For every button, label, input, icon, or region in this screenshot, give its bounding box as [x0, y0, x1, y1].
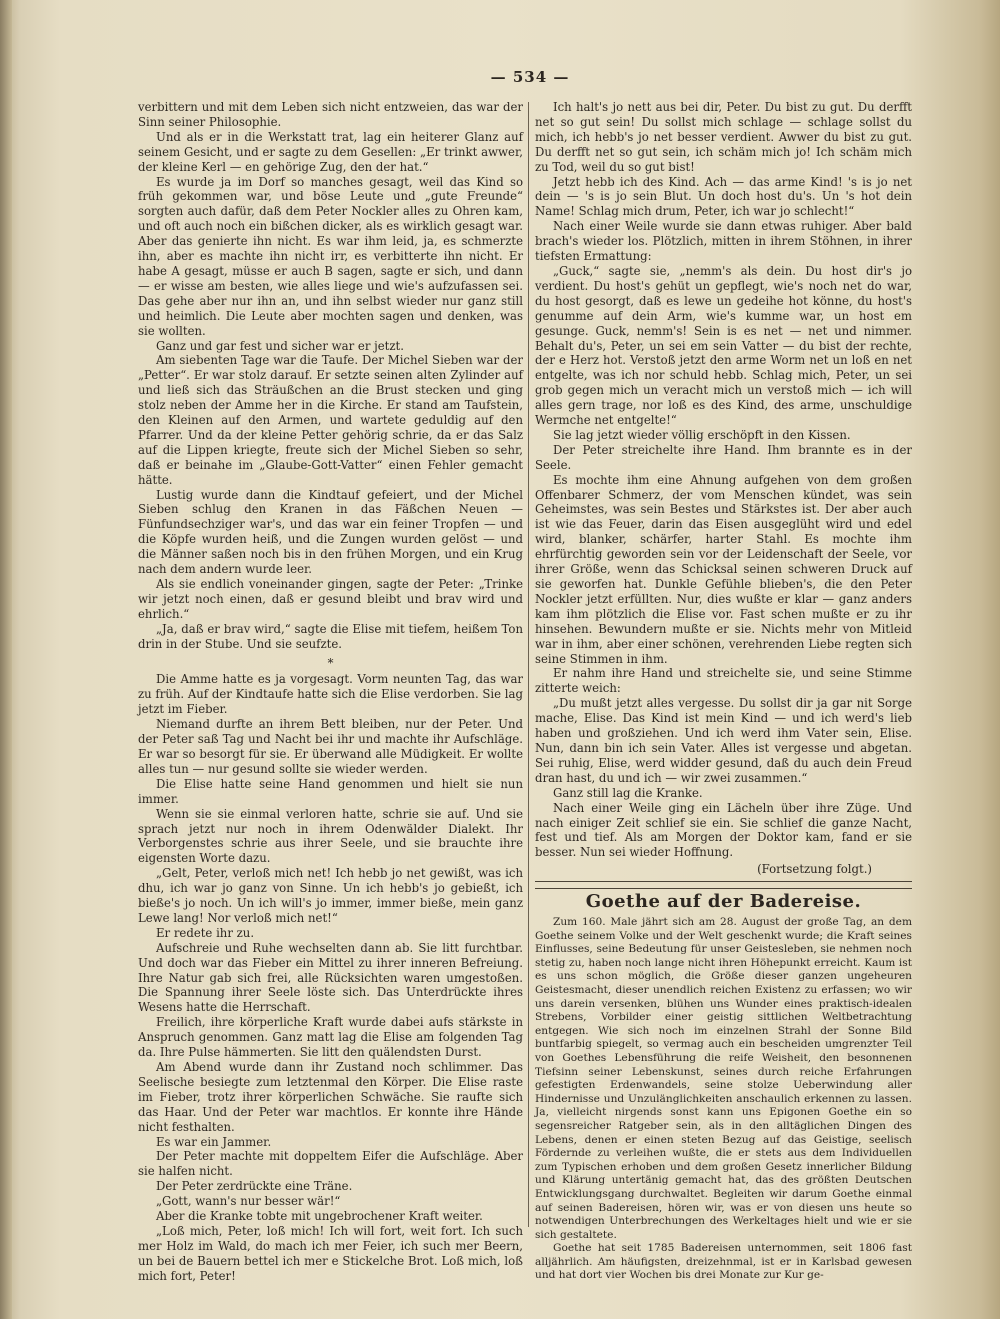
paragraph: Lustig wurde dann die Kindtauf gefeiert, und der Michel Sieben schlug den Kranen in das Fäßchen Neuen — Fünfundsechziger war's, und das war ein feiner Tropfen — und die Köpfe wurden heiß, und die Zungen wurden gelöst — und die Männer saßen noch bis in den frühen Morgen, und ein Krug nach dem andern wurde leer.	[138, 487, 523, 577]
paragraph: Die Amme hatte es ja vorgesagt. Vorm neunten Tag, das war zu früh. Auf der Kindtaufe hatte sich die Elise verdorben. Sie lag jetzt im Fieber.	[138, 672, 523, 717]
paragraph: Es war ein Jammer.	[156, 1134, 272, 1149]
paragraph: Freilich, ihre körperliche Kraft wurde dabei aufs stärkste in Anspruch genommen. Ganz matt lag die Elise am folgenden Tag da. Ihre Pulse hämmerten. Sie litt den quälendsten Durst.	[138, 1015, 523, 1060]
paragraph: Niemand durfte an ihrem Bett bleiben, nur der Peter. Und der Peter saß Tag und Nacht bei ihr und machte ihr Aufschläge. Er war so besorgt für sie. Er überwand alle Müdigkeit. Er wollte alles tun — nur gesund sollte sie wieder werden.	[138, 717, 523, 776]
paragraph: Jetzt hebb ich des Kind. Ach — das arme Kind! 's is jo net dein — 's is jo sein Blut. Un doch host du's. Un 's hot dein Name! Schlag mich drum, Peter, ich war jo schlecht!“	[535, 174, 912, 219]
paragraph: Der Peter streichelte ihre Hand. Ihm brannte es in der Seele.	[535, 442, 912, 472]
paragraph: „Du mußt jetzt alles vergesse. Du sollst dir ja gar nit Sorge mache, Elise. Das Kind ist mein Kind — und ich werd's lieb haben und großziehen. Und ich werd ihm Vater sein, Elise. Nun, dann bin ich sein Vater. Alles ist vergesse und abgetan. Sei ruhig, Elise, werd widder gesund, daß du auch dein Freud dran hast, du und ich — wir zwei zusammen.“	[535, 696, 912, 785]
article-rule	[535, 881, 912, 882]
paragraph: Am siebenten Tage war die Taufe. Der Michel Sieben war der „Petter“. Er war stolz darauf. Er setzte seinen alten Zylinder auf und ließ sich das Sträußchen an die Brust stecken und ging stolz neben der Amme her in die Kirche. Er stand am Taufstein, den Kleinen auf den Armen, und wartete geduldig auf den Pfarrer. Und da der kleine Petter gehörig schrie, da er das Salz auf die Lippen kriegte, freute sich der Michel Sieben so sehr, daß er beinahe im „Glaube-Gott-Vatter“ einen Fehler gemacht hätte.	[138, 353, 523, 487]
page-binding-edge	[0, 0, 12, 1319]
left-column	[138, 100, 523, 1284]
paragraph: Aufschreie und Ruhe wechselten dann ab. Sie litt furchtbar. Und doch war das Fieber ein Mittel zu ihrer inneren Befreiung. Ihre Natur gab sich frei, alle Rücksichten waren umgestoßen. Die Spannung ihrer Seele löste sich. Das Unterdrückte ihres Wesens hatte die Herrschaft.	[138, 940, 523, 1015]
paragraph: Nach einer Weile wurde sie dann etwas ruhiger. Aber bald brach's wieder los. Plötzlich, mitten in ihrem Stöhnen, in ihrer tiefsten Ermattung:	[535, 219, 912, 264]
paragraph: Wenn sie sie einmal verloren hatte, schrie sie auf. Und sie sprach jetzt nur noch in ihrem Odenwälder Dialekt. Ihr Verborgenstes schrie aus ihrer Seele, und sie brauchte ihre eigensten Worte dazu.	[138, 806, 523, 866]
paragraph: Der Peter zerdrückte eine Träne.	[156, 1179, 353, 1194]
paragraph: Die Elise hatte seine Hand genommen und hielt sie nun immer.	[138, 776, 523, 806]
paragraph: verbittern und mit dem Leben sich nicht entzweien, das war der Sinn seiner Philosophie.	[138, 100, 523, 129]
paragraph: Als sie endlich voneinander gingen, sagte der Peter: „Trinke wir jetzt noch einen, daß er gesund bleibt und brav wird und ehrlich.“	[138, 577, 523, 621]
paragraph: Er redete ihr zu.	[156, 925, 255, 940]
paragraph: Nach einer Weile ging ein Lächeln über ihre Züge. Und nach einiger Zeit schlief sie ein. Sie schlief die ganze Nacht, fest und tief. Als am Morgen der Doktor kam, fand er sie besser. Nun sei wieder Hoffnung.	[535, 800, 912, 860]
column-divider	[528, 102, 529, 1227]
paragraph: Der Peter machte mit doppeltem Eifer die Aufschläge. Aber sie halfen nicht.	[138, 1149, 523, 1179]
paragraph: „Gott, wann's nur besser wär!“	[156, 1194, 341, 1209]
paragraph: Ganz still lag die Kranke.	[553, 785, 703, 800]
paragraph: Er nahm ihre Hand und streichelte sie, und seine Stimme zitterte weich:	[535, 666, 912, 696]
right-column	[535, 100, 912, 1283]
paragraph: „Guck,“ sagte sie, „nemm's als dein. Du host dir's jo verdient. Du host's gehüt un gepflegt, wie's noch net do war, du host gesorgt, daß es lewe un gedeihe hot könne, du host's genumme auf dein Arm, wie's kumme war, un host em gesunge. Guck, nemm's! Sein is es net — net und nimmer. Behalt du's, Peter, un sei em sein Vatter — du bist der rechte, der e Herz hot. Verstoß jetzt den arme Worm net un loß en net entgelte, was ich nor schuld hebb. Schlag mich, Peter, un sei grob gegen mich un veracht mich un verstoß mich — ich will alles gern trage, nor loß es des Kind, des arme, unschuldige Wermche net entgelte!“	[535, 263, 912, 428]
paragraph: Es mochte ihm eine Ahnung aufgehen von dem großen Offenbarer Schmerz, der vom Menschen kündet, was sein Geheimstes, was sein Bestes und Stärkstes ist. Der aber auch ist wie das Feuer, darin das Eisen ausgeglüht wird und edel wird, blanker, schärfer, harter Stahl. Es mochte ihm ehrfürchtig geworden sein vor der Leidenschaft der Seele, vor ihrer Größe, wenn das Schicksal seinen schweren Druck auf sie geworfen hat. Dunkle Gefühle blieben's, die den Peter Nockler jetzt erfüllten. Nur, dies wußte er klar — ganz anders kam ihm plötzlich die Elise vor. Fast schen mußte er zu ihr hinsehen. Bewundern mußte er sie. Nichts mehr von Mitleid war in ihm, aber einer schönen, verehrenden Liebe regten sich seine Stimmen in ihm.	[535, 472, 912, 666]
page-number: — 534 —	[490, 68, 570, 86]
paragraph: „Ja, daß er brav wird,“ sagte die Elise mit tiefem, heißem Ton drin in der Stube. Und sie seufzte.	[138, 621, 523, 651]
paragraph: „Loß mich, Peter, loß mich! Ich will fort, weit fort. Ich such mer Holz im Wald, do mach ich mer Feier, ich such mer Beern, un bei de Bauern bettel ich mer e Stickelche Brot. Loß mich, loß mich fort, Peter!	[138, 1223, 523, 1283]
paragraph: Und als er in die Werkstatt trat, lag ein heiterer Glanz auf seinem Gesicht, und er sagte zu dem Gesellen: „Er trinkt awwer, der kleine Kerl — en gehörige Zug, den der hat.“	[138, 129, 523, 174]
paragraph: Ganz und gar fest und sicher war er jetzt.	[156, 338, 404, 353]
paragraph: Sie lag jetzt wieder völlig erschöpft in den Kissen.	[553, 427, 851, 442]
article-paragraph: Goethe hat seit 1785 Badereisen unternommen, seit 1806 fast alljährlich. Am häufigsten, dreizehnmal, ist er in Karlsbad gewesen und hat dort vier Wochen bis drei Monate zur Kur ge-	[535, 1242, 912, 1282]
paragraph: Ich halt's jo nett aus bei dir, Peter. Du bist zu gut. Du derfft net so gut sein! Du sollst mich schlage — schlage sollst du mich, ich hebb's jo net besser verdient. Awwer du bist zu gut. Du derfft net so gut sein, ich schäm mich jo! Ich schäm mich zu Tod, weil du so gut bist!	[535, 100, 912, 174]
paragraph: Es wurde ja im Dorf so manches gesagt, weil das Kind so früh gekommen war, und böse Leute und „gute Freunde“ sorgten auch dafür, daß dem Peter Nockler alles zu Ohren kam, und oft auch noch ein bißchen dicker, als es wirklich gesagt war. Aber das genierte ihn nicht. Es war ihm leid, ja, es schmerzte ihn, aber es machte ihn nicht irr, es verbitterte ihn nicht. Er habe A gesagt, müsse er auch B sagen, sagte er sich, und dann — er wisse am besten, wie alles liege und wie's aufzufassen sei. Das gehe aber nur ihn an, und ihn selbst wieder nur ganz still und heimlich. Die Leute aber mochten sagen und denken, was sie wollten.	[138, 174, 523, 338]
continuation-note: (Fortsetzung folgt.)	[757, 862, 872, 877]
article-rule	[535, 888, 912, 889]
article-paragraph: Zum 160. Male jährt sich am 28. August der große Tag, an dem Goethe seinem Volke und der Welt geschenkt wurde; die Kraft seines Einflusses, seine Bedeutung für unser Geistesleben, sie nehmen noch stetig zu, haben noch lange nicht ihren Höhepunkt erreicht. Kaum ist es uns schon möglich, die Größe dieser ganzen ungeheuren Geistesmacht, dieser unendlich reichen Existenz zu erfassen; wo wir uns darein versenken, blühen uns Wunder eines praktisch-idealen Strebens, Vorbilder einer geistig sittlichen Weltbetrachtung entgegen. Wie sich noch im einzelnen Strahl der Sonne Bild buntfarbig spiegelt, so vermag auch ein bescheiden umgrenzter Teil von Goethes Lebensführung die reife Weisheit, den besonnenen Tiefsinn seiner Lebenskunst, seines durch reiche Erfahrungen gefestigten Erdenwandels, seine stolze Ueberwindung aller Hindernisse und Unzulänglichkeiten anschaulich erkennen zu lassen. Ja, vielleicht nirgends sonst kann uns Epigonen Goethe ein so segensreicher Ratgeber sein, als in den alltäglichen Dingen des Lebens, denen er einen steten Bezug auf das Geistige, seelisch Fördernde zu verleihen wußte, die er stets aus dem Individuellen zum Typischen erhoben und dem großen Gesetz innerlicher Bildung und Klärung untertänig gemacht hat, das des größten Deutschen Entwicklungsgang durchwaltet. Begleiten wir darum Goethe einmal auf seinen Badereisen, hören wir, was er von diesen uns heute so notwendigen Unterbrechungen des Werkeltages hielt und wie er sie sich gestaltete.	[535, 916, 912, 1241]
paragraph: Am Abend wurde dann ihr Zustand noch schlimmer. Das Seelische besiegte zum letztenmal den Körper. Die Elise raste im Fieber, trotz ihrer körperlichen Schwäche. Sie raufte sich das Haar. Und der Peter war machtlos. Er konnte ihre Hände nicht festhalten.	[138, 1060, 523, 1134]
paragraph: Aber die Kranke tobte mit ungebrochener Kraft weiter.	[156, 1209, 483, 1224]
article-title: Goethe auf der Badereise.	[585, 891, 862, 913]
section-separator: *	[327, 655, 334, 670]
paragraph: „Gelt, Peter, verloß mich net! Ich hebb jo net gewißt, was ich dhu, ich war jo ganz von Sinne. Un ich hebb's jo gebießt, ich bieße's jo noch. Un ich will's jo immer, immer bieße, mein ganz Lewe lang! Nor verloß mich net!“	[138, 866, 523, 925]
